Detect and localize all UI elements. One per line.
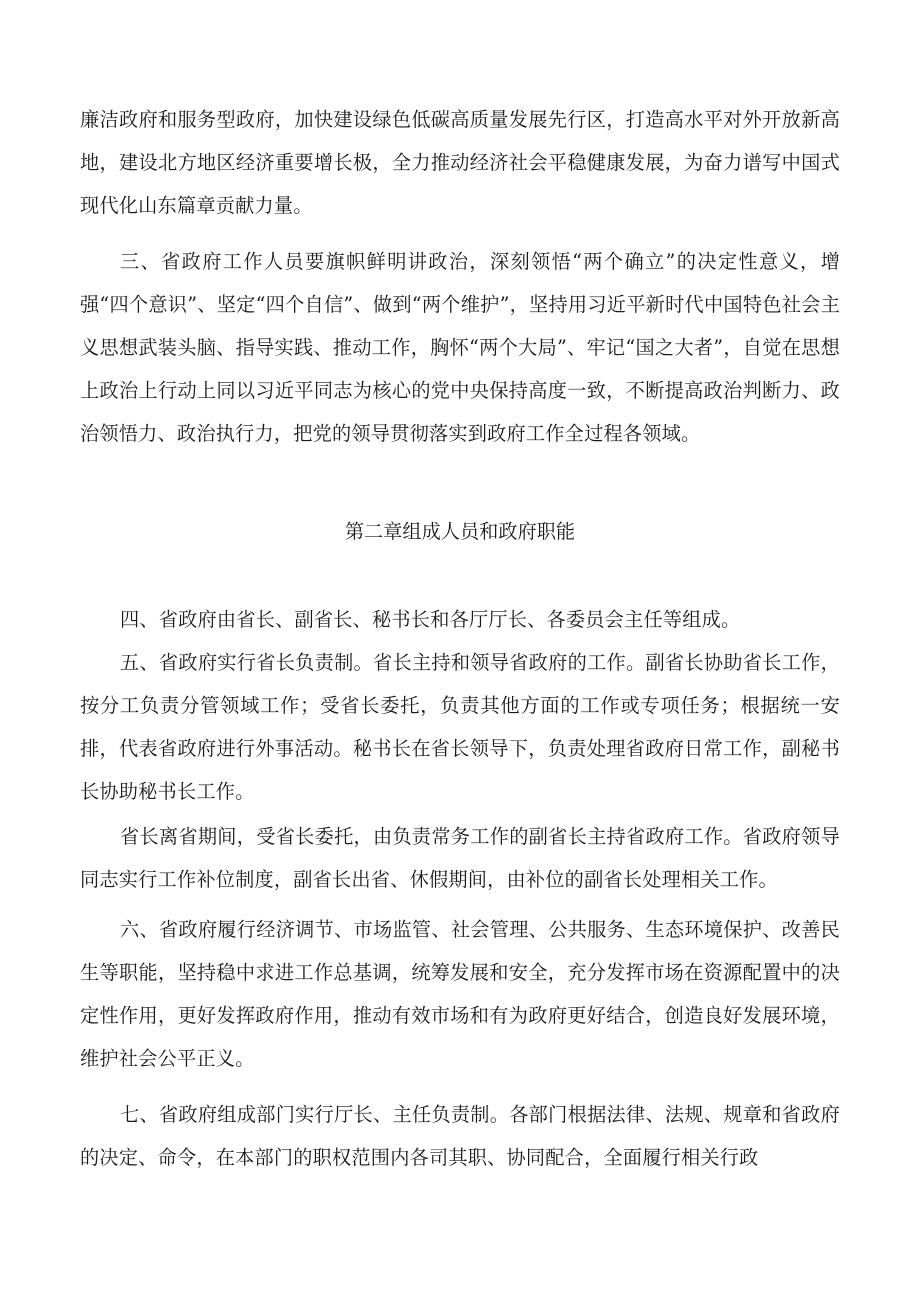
chapter-heading: 第二章组成人员和政府职能 bbox=[344, 520, 576, 543]
paragraph-article-4: 四、省政府由省长、副省长、秘书长和各厅厅长、各委员会主任等组成。 bbox=[120, 608, 741, 631]
paragraph-article-3: 三、省政府工作人员要旗帜鲜明讲政治，深刻领悟“两个确立”的决定性意义，增强“四个意识”、坚定“四个自信”、做到“两个维护”，坚持用习近平新时代中国特色社会主义思想武装头脑、指导实践、推动工作，胸怀“两个大局”、牢记“国之大者”，自觉在思想上政治上行动上同以习近平同志为核心的党中央保持高度一致，不断提高政治判断力、政治领悟力、政治执行力，把党的领导贯彻落实到政府工作全过程各领域。 bbox=[80, 250, 840, 445]
paragraph-article-7: 七、省政府组成部门实行厅长、主任负责制。各部门根据法律、法规、规章和省政府的决定、命令，在本部门的职权范围内各司其职、协同配合，全面履行相关行政 bbox=[80, 1103, 840, 1169]
paragraph-article-5-continued: 省长离省期间，受省长委托，由负责常务工作的副省长主持省政府工作。省政府领导同志实行工作补位制度，副省长出省、休假期间，由补位的副省长处理相关工作。 bbox=[80, 825, 840, 891]
paragraph-article-5: 五、省政府实行省长负责制。省长主持和领导省政府的工作。副省长协助省长工作，按分工负责分管领域工作；受省长委托，负责其他方面的工作或专项任务；根据统一安排，代表省政府进行外事活动。秘书长在省长领导下，负责处理省政府日常工作，副秘书长协助秘书长工作。 bbox=[80, 651, 840, 803]
paragraph-article-6: 六、省政府履行经济调节、市场监管、社会管理、公共服务、生态环境保护、改善民生等职能，坚持稳中求进工作总基调，统筹发展和安全，充分发挥市场在资源配置中的决定性作用，更好发挥政府作用，推动有效市场和有为政府更好结合，创造良好发展环境，维护社会公平正义。 bbox=[80, 918, 840, 1070]
paragraph-continuation: 廉洁政府和服务型政府，加快建设绿色低碳高质量发展先行区，打造高水平对外开放新高地，建设北方地区经济重要增长极，全力推动经济社会平稳健康发展，为奋力谱写中国式现代化山东篇章贡献力量。 bbox=[80, 108, 840, 217]
